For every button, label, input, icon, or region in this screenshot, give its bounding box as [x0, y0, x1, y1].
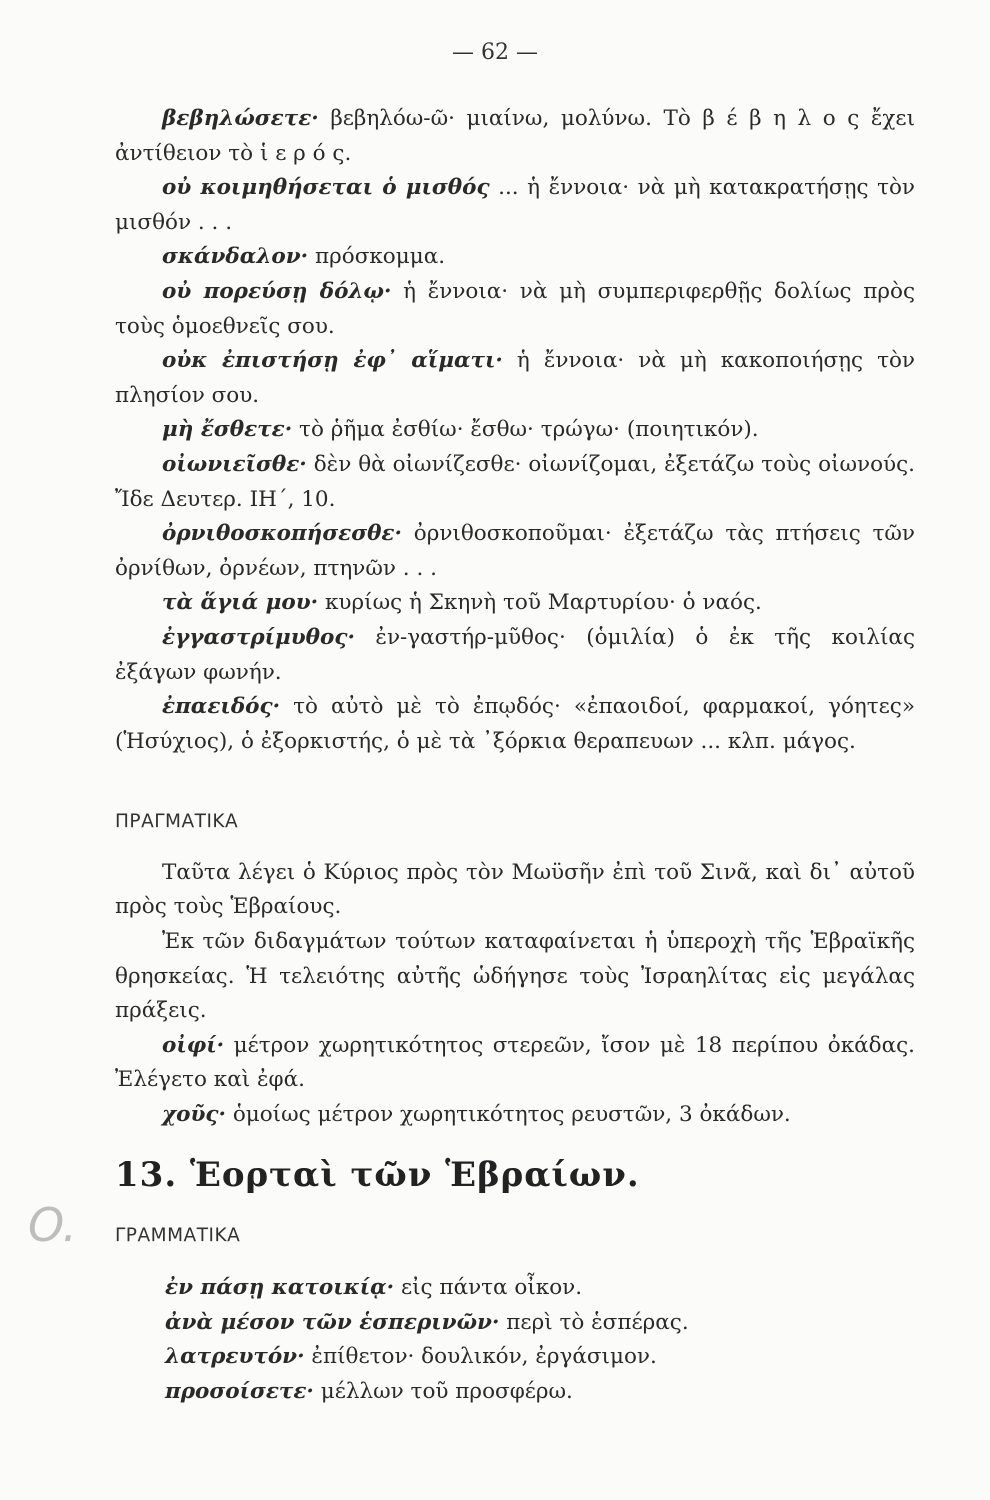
entry-term: προσοίσετε· — [165, 1379, 314, 1404]
entry-term: τὰ ἅγιά μου· — [162, 590, 319, 616]
entry-text: δὲν θὰ οἰωνίζεσθε· οἰωνίζομαι, ἐξετάζω τοὺς οἰωνούς. Ἴδε Δευτερ. ΙΗ΄, 10. — [115, 451, 915, 512]
entry-text: ἐν-γαστήρ-μῦθος· (ὁμιλία) ὁ ἐκ τῆς κοιλίας ἐξάγων φωνήν. — [115, 624, 915, 685]
entry-term: βεβηλώσετε· — [162, 106, 319, 131]
entry-term: ὀρνιθοσκοπήσεσθε· — [162, 521, 402, 547]
glossary-entry — [115, 1340, 915, 1375]
entry-term: σκάνδαλον· — [162, 244, 309, 270]
entry-text: μέλλων τοῦ προσφέρω. — [313, 1379, 573, 1404]
glossary-entry — [115, 171, 915, 240]
entry-term: οἰωνιεῖσθε· — [162, 451, 307, 477]
glossary-entry — [115, 1375, 915, 1410]
entry-text: ὀρνιθοσκοποῦμαι· ἐξετάζω τὰς πτήσεις τῶν ὀρνίθων, ὀρνέων, πτηνῶν . . . — [115, 521, 915, 581]
glossary-entry — [115, 413, 915, 448]
glossary-entry — [115, 621, 915, 690]
glossary-entry — [115, 517, 915, 586]
section-heading-grammatika: ΓΡΑΜΜΑΤΙΚΑ — [115, 1224, 241, 1246]
entry-text: ὁμοίως μέτρον χωρητικότητος ρευστῶν, 3 ὀκάδων. — [225, 1102, 791, 1128]
entry-text: ... ἡ ἔννοια· νὰ μὴ κατακρατήσῃς τὸν μισθόν . . . — [115, 175, 915, 235]
entry-term: οὐκ ἐπιστήσῃ ἐφ᾽ αἵματι· — [162, 348, 503, 374]
glossary-entry — [115, 275, 915, 344]
entry-text: βεβηλόω-ῶ· μιαίνω, μολύνω. Τὸ β έ β η λ ο ς ἔχει ἀντίθειον τὸ ἱ ε ρ ό ς. — [115, 106, 915, 166]
entry-text: τὸ ῥῆμα ἐσθίω· ἔσθω· τρώγω· (ποιητικόν). — [292, 417, 759, 443]
page-number: — 62 — — [452, 40, 538, 65]
entry-text: ἐπίθετον· δουλικόν, ἐργάσιμον. — [304, 1344, 657, 1370]
glossary-entry — [115, 240, 915, 275]
glossary-entry — [115, 586, 915, 621]
entry-term: ἐν πάσῃ κατοικίᾳ· — [165, 1275, 395, 1301]
entry-text: πρόσκομμα. — [308, 244, 446, 270]
margin-pencil-mark: O. — [28, 1198, 77, 1252]
entry-text: περὶ τὸ ἑσπέρας. — [499, 1309, 689, 1335]
glossary-entry — [115, 1271, 915, 1306]
glossary-entry — [115, 102, 915, 171]
page-body — [115, 102, 915, 1410]
glossary-entry — [115, 448, 915, 517]
entry-text: κυρίως ἡ Σκηνὴ τοῦ Μαρτυρίου· ὁ ναός. — [318, 590, 762, 616]
chapter-title: 13. Ἑορταὶ τῶν Ἑβραίων. — [115, 1154, 640, 1195]
glossary-entry — [115, 1029, 915, 1098]
section-heading-pragmatika: ΠΡΑΓΜΑΤΙΚΑ — [115, 811, 239, 833]
glossary-entry — [115, 344, 915, 413]
body-paragraph: Ἐκ τῶν διδαγμάτων τούτων καταφαίνεται ἡ ὑπεροχὴ τῆς Ἑβραϊκῆς θρησκείας. Ἡ τελειότης αὐτῆς ὡδήγησε τοὺς Ἰσραηλίτας εἰς μεγάλας πράξεις. — [115, 929, 915, 1024]
entry-term: ἀνὰ μέσον τῶν ἑσπερινῶν· — [165, 1309, 500, 1335]
glossary-entry — [115, 1098, 915, 1133]
entry-text: τὸ αὐτὸ μὲ τὸ ἐπῳδός· «ἐπαοιδοί, φαρμακοί, γόητες» (Ἡσύχιος), ὁ ἐξορκιστής, ὁ μὲ τὰ ᾽ξόρκια θεραπευων ... κλπ. μάγος. — [115, 694, 915, 754]
entry-term: χοῦς· — [162, 1102, 226, 1128]
entry-text: ἡ ἔννοια· νὰ μὴ συμπεριφερθῇς δολίως πρὸς τοὺς ὁμοεθνεῖς σου. — [115, 278, 915, 339]
entry-term: λατρευτόν· — [165, 1344, 305, 1370]
glossary-entry — [115, 1306, 915, 1341]
entry-text: ἡ ἔννοια· νὰ μὴ κακοποιήσῃς τὸν πλησίον σου. — [115, 348, 915, 408]
glossary-entry — [115, 690, 915, 759]
entry-term: ἐπαειδός· — [162, 694, 281, 720]
body-paragraph: Ταῦτα λέγει ὁ Κύριος πρὸς τὸν Μωϋσῆν ἐπὶ τοῦ Σινᾶ, καὶ δι᾽ αὐτοῦ πρὸς τοὺς Ἑβραίους. — [115, 859, 915, 920]
entry-term: οἰφί· — [162, 1032, 225, 1058]
entry-term: οὐ κοιμηθήσεται ὁ μισθός — [162, 175, 490, 201]
entry-term: ἐγγαστρίμυθος· — [162, 624, 355, 650]
entry-term: μὴ ἔσθετε· — [162, 417, 293, 443]
entry-text: μέτρον χωρητικότητος στερεῶν, ἴσον μὲ 18 περίπου ὀκάδας. Ἐλέγετο καὶ ἐφά. — [115, 1032, 915, 1093]
entry-term: οὐ πορεύσῃ δόλῳ· — [162, 278, 392, 304]
entry-text: εἰς πάντα οἶκον. — [394, 1275, 583, 1301]
